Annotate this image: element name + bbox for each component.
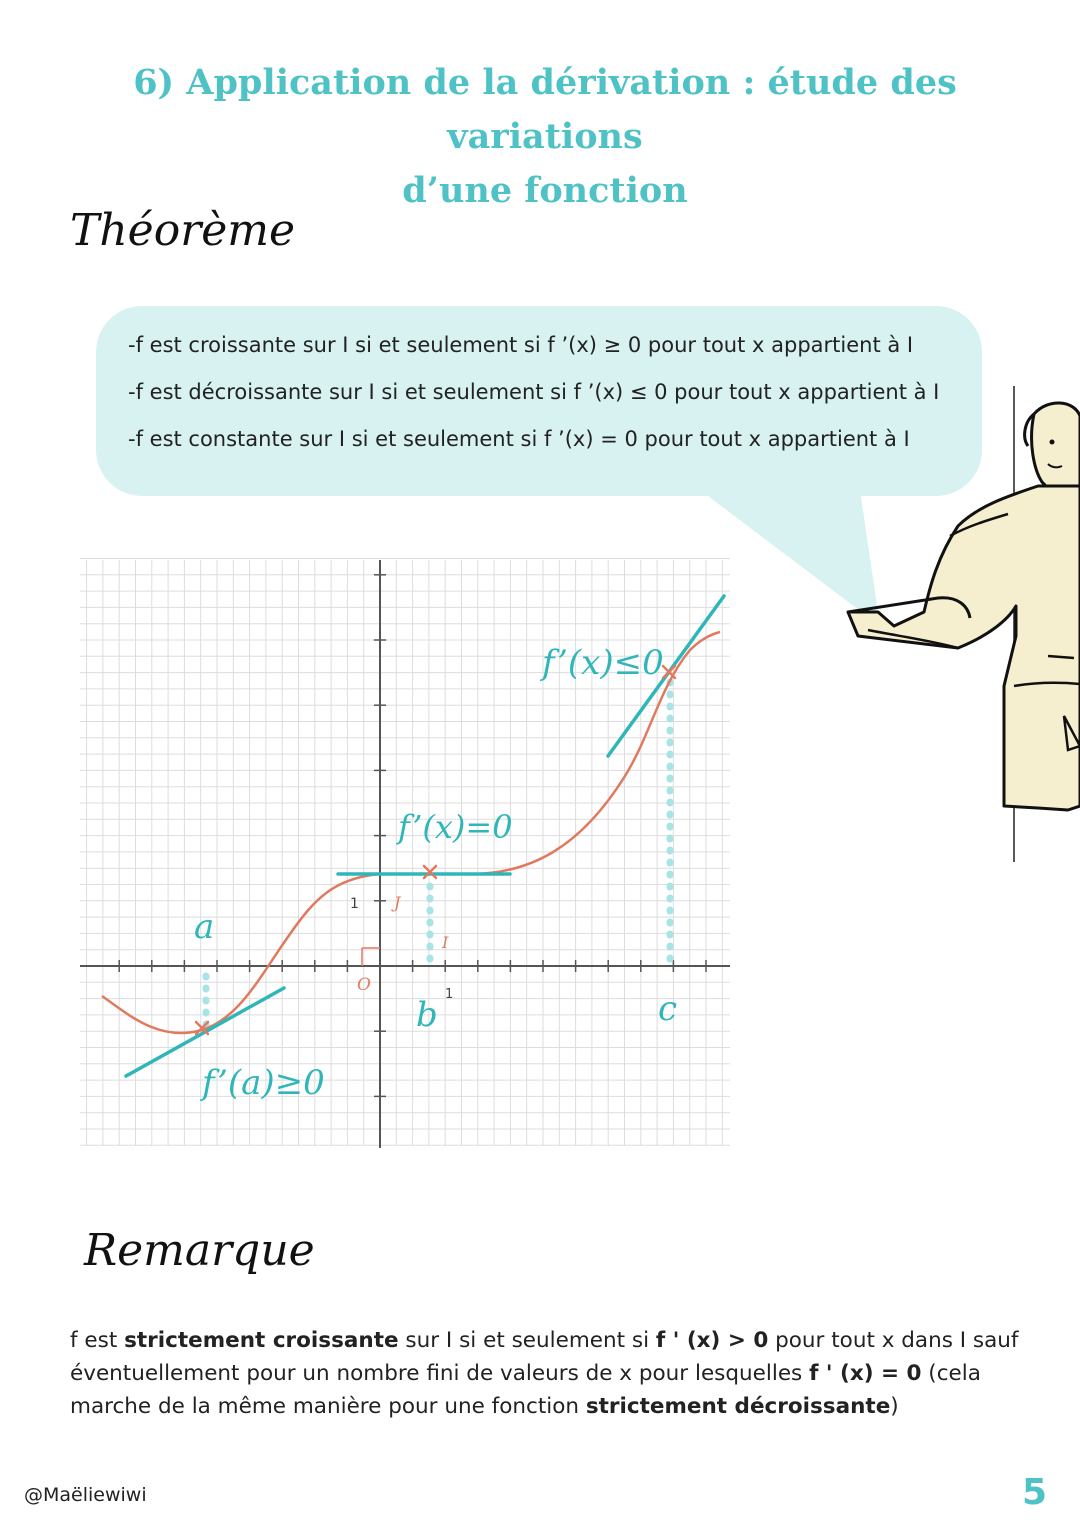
- origin-label: O: [357, 975, 371, 995]
- remark-text-2: sur I si et seulement si: [398, 1328, 656, 1353]
- title-line-2: d’une fonction: [402, 170, 688, 211]
- remark-paragraph: [70, 1324, 1030, 1423]
- tick-label-y1: 1: [350, 896, 359, 912]
- derivative-graph: [80, 556, 740, 1156]
- tick-label-x1: 1: [445, 987, 454, 1002]
- theorem-line-2: -f est décroissante sur I si et seulement si f ’(x) ≤ 0 pour tout x appartient à I: [128, 380, 940, 404]
- label-fprime-c: f’(x)≤0: [542, 643, 664, 683]
- theorem-line-3: -f est constante sur I si et seulement si f ’(x) = 0 pour tout x appartient à I: [128, 427, 910, 451]
- label-fprime-b: f’(x)=0: [398, 808, 513, 846]
- remark-text-1: f est: [70, 1328, 125, 1353]
- label-c: c: [658, 989, 678, 1029]
- remark-text-5: ): [890, 1394, 899, 1419]
- theoreme-heading: Théorème: [70, 205, 296, 256]
- remark-text-3: pour tout x dans I sauf éventuellement pour un nombre fini de valeurs de x pour lesquelles: [70, 1328, 1019, 1386]
- label-b: b: [416, 995, 438, 1035]
- remark-bold-4: strictement décroissante: [585, 1394, 891, 1419]
- character-illustration: [838, 386, 1080, 866]
- remark-bold-3: f ' (x) = 0: [809, 1361, 922, 1386]
- remark-bold-2: f ' (x) > 0: [655, 1328, 769, 1353]
- remark-text-4: (cela marche de la même manière pour une fonction: [70, 1361, 981, 1419]
- remarque-heading: Remarque: [84, 1225, 315, 1276]
- i-vector-label: I: [442, 933, 449, 952]
- page-number: 5: [1022, 1472, 1048, 1513]
- label-fprime-a: f’(a)≥0: [202, 1063, 325, 1103]
- right-angle-mark: [362, 948, 380, 966]
- title-line-1: 6) Application de la dérivation : étude des variations: [133, 62, 957, 157]
- label-a: a: [194, 907, 215, 947]
- author-handle: @Maëliewiwi: [24, 1484, 147, 1506]
- remark-bold-1: strictement croissante: [124, 1328, 399, 1353]
- theorem-line-1: -f est croissante sur I si et seulement si f ’(x) ≥ 0 pour tout x appartient à I: [128, 333, 914, 357]
- j-vector-label: J: [394, 893, 401, 912]
